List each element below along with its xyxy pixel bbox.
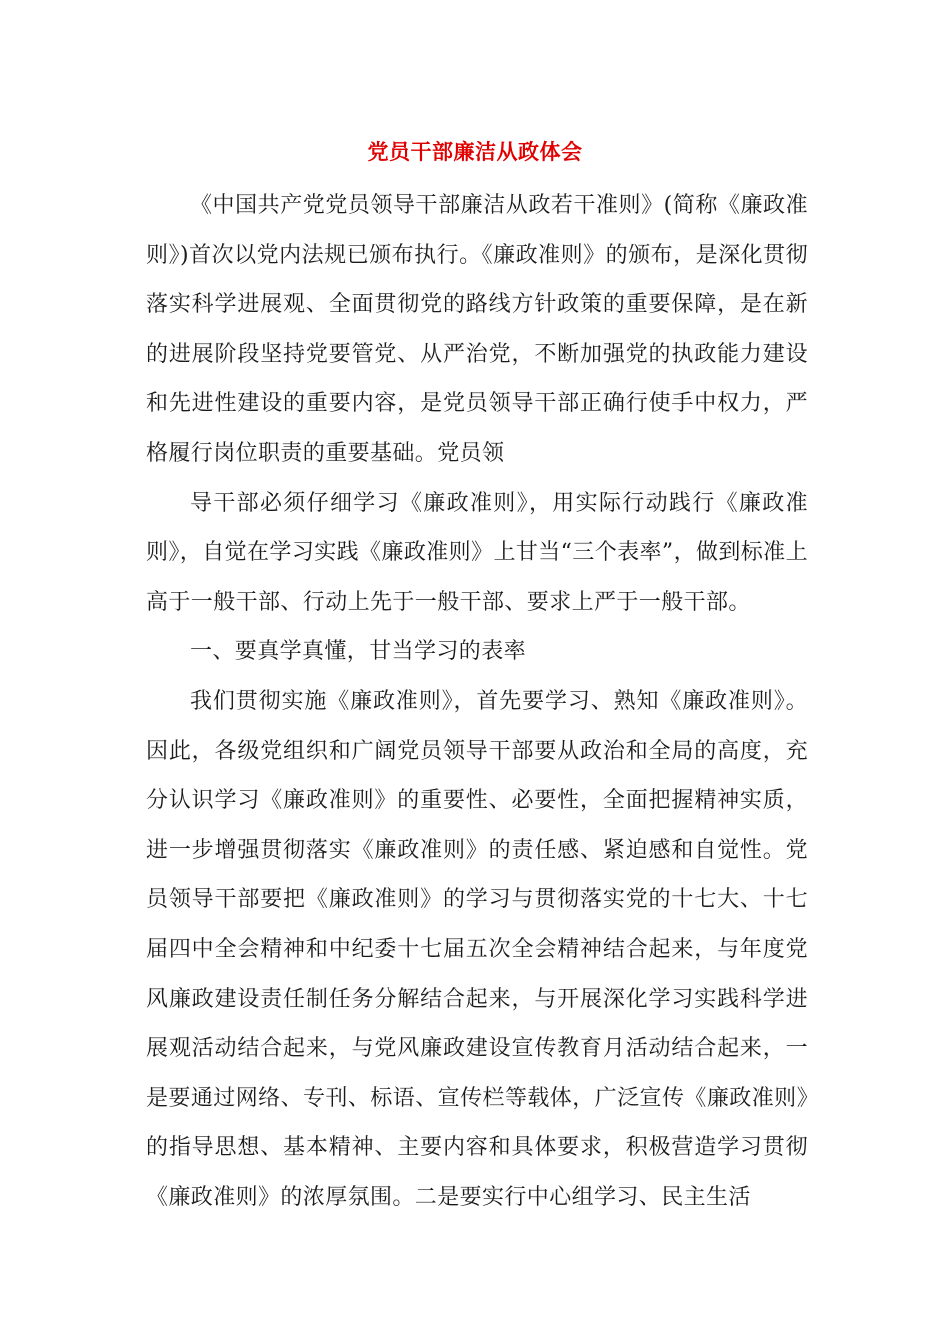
paragraph-1: 《中国共产党党员领导干部廉洁从政若干准则》(简称《廉政准则》)首次以党内法规已颁布执行。《廉政准则》的颁布，是深化贯彻落实科学进展观、全面贯彻党的路线方针政策的重要保障，是在新的进展阶段坚持党要管党、从严治党，不断加强党的执政能力建设和先进性建设的重要内容，是党员领导干部正确行使手中权力，严格履行岗位职责的重要基础。党员领 <box>146 193 808 466</box>
document-body <box>146 181 808 1222</box>
paragraph-3: 我们贯彻实施《廉政准则》，首先要学习、熟知《廉政准则》。因此，各级党组织和广阔党员领导干部要从政治和全局的高度，充分认识学习《廉政准则》的重要性、必要性，全面把握精神实质，进一步增强贯彻落实《廉政准则》的责任感、紧迫感和自觉性。党员领导干部要把《廉政准则》的学习与贯彻落实党的十七大、十七届四中全会精神和中纪委十七届五次全会精神结合起来，与年度党风廉政建设责任制任务分解结合起来，与开展深化学习实践科学进展观活动结合起来，与党风廉政建设宣传教育月活动结合起来，一是要通过网络、专刊、标语、宣传栏等载体，广泛宣传《廉政准则》的指导思想、基本精神、主要内容和具体要求，积极营造学习贯彻《廉政准则》的浓厚氛围。二是要实行中心组学习、民主生活 <box>146 688 808 1210</box>
document-title: 党员干部廉洁从政体会 <box>367 140 583 164</box>
section-heading: 一、要真学真懂，甘当学习的表率 <box>190 639 527 665</box>
paragraph-2: 导干部必须仔细学习《廉政准则》，用实际行动践行《廉政准则》，自觉在学习实践《廉政准则》上甘当“三个表率”，做到标准上高于一般干部、行动上先于一般干部、要求上严于一般干部。 <box>146 490 808 615</box>
